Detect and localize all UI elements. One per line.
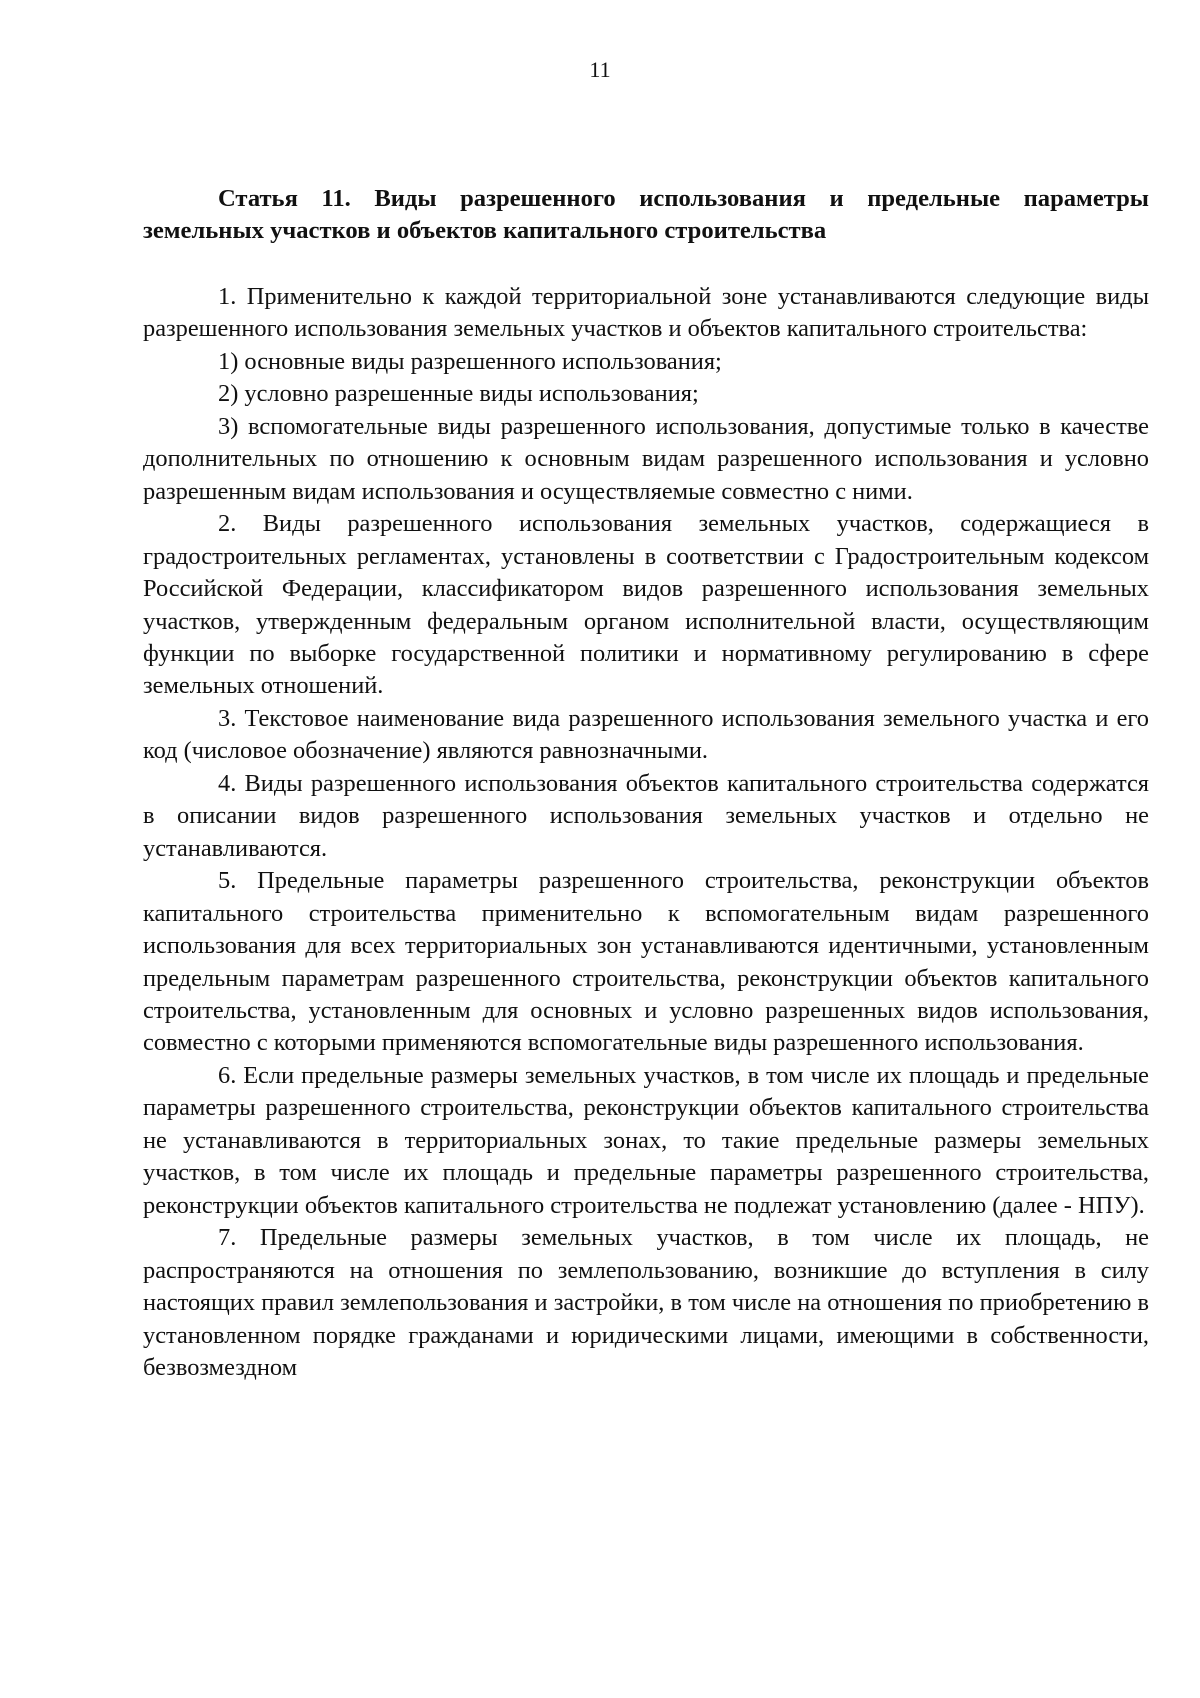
paragraph-2: 2. Виды разрешенного использования земельных участков, содержащиеся в градостроительных регламентах, установлены в соответствии с Градостроительным кодексом Российской Федерации, классификатором видов разрешенного использования земельных участков, утвержденным федеральным органом исполнительной власти, осуществляющим функции по выборке государственной политики и нормативному регулированию в сфере земельных отношений. — [143, 510, 1149, 700]
document-body — [143, 183, 1149, 1384]
article-title: Статья 11. Виды разрешенного использования и предельные параметры земельных участков и объектов капитального строительства — [143, 185, 1149, 244]
paragraph-5: 5. Предельные параметры разрешенного строительства, реконструкции объектов капитального строительства применительно к вспомогательным видам разрешенного использования для всех территориальных зон устанавливаются идентичными, установленным предельным параметрам разрешенного строительства, реконструкции объектов капитального строительства, установленным для основных и условно разрешенных видов использования, совместно с которыми применяются вспомогательные виды разрешенного использования. — [143, 867, 1149, 1057]
paragraph-4: 4. Виды разрешенного использования объектов капитального строительства содержатся в описании видов разрешенного использования земельных участков и отдельно не устанавливаются. — [143, 769, 1149, 862]
paragraph-1: 1. Применительно к каждой территориальной зоне устанавливаются следующие виды разрешенного использования земельных участков и объектов капитального строительства: — [143, 283, 1149, 343]
list-item-3: 3) вспомогательные виды разрешенного использования, допустимые только в качестве дополнительных по отношению к основным видам разрешенного использования и условно разрешенным видам использования и осуществляемые совместно с ними. — [143, 412, 1149, 505]
paragraph-7: 7. Предельные размеры земельных участков, в том числе их площадь, не распространяются на отношения по землепользованию, возникшие до вступления в силу настоящих правил землепользования и застройки, в том числе на отношения по приобретению в установленном порядке гражданами и юридическими лицами, имеющими в собственности, безвозмездном — [143, 1224, 1149, 1381]
list-item-2: 2) условно разрешенные виды использования; — [218, 380, 699, 408]
list-item-1: 1) основные виды разрешенного использования; — [218, 347, 722, 375]
paragraph-3: 3. Текстовое наименование вида разрешенного использования земельного участка и его код (числовое обозначение) являются равнозначными. — [143, 704, 1149, 765]
page-number: 11 — [589, 57, 611, 82]
paragraph-6: 6. Если предельные размеры земельных участков, в том числе их площадь и предельные параметры разрешенного строительства, реконструкции объектов капитального строительства не устанавливаются в территориальных зонах, то такие предельные размеры земельных участков, в том числе их площадь и предельные параметры разрешенного строительства, реконструкции объектов капитального строительства не подлежат установлению (далее - НПУ). — [143, 1061, 1149, 1219]
